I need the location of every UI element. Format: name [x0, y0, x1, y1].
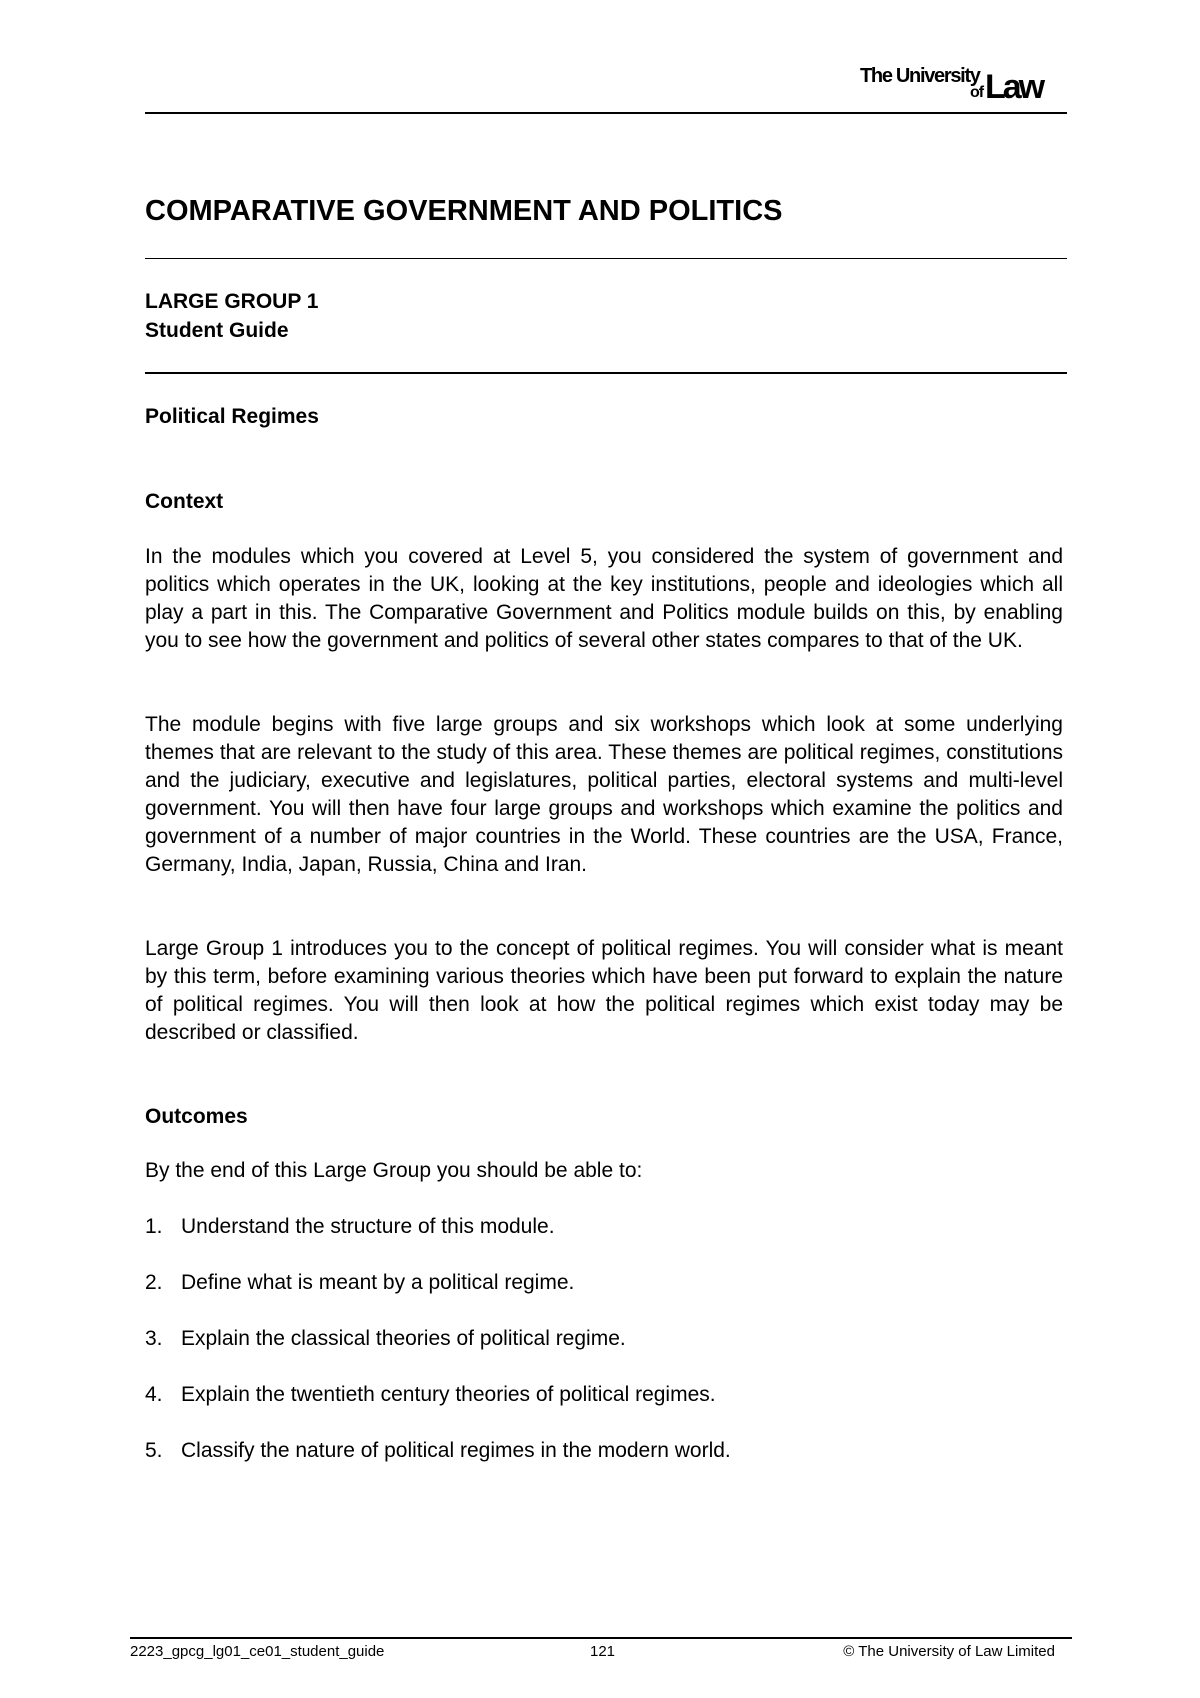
list-item — [145, 1437, 1063, 1465]
section-divider — [145, 372, 1067, 374]
header-divider — [145, 112, 1067, 114]
logo-law: Law — [985, 68, 1043, 106]
list-item-text: Explain the twentieth century theories of political regimes. — [181, 1383, 716, 1406]
outcomes-intro: By the end of this Large Group you should be able to: — [145, 1159, 643, 1182]
list-item-text: Explain the classical theories of political regime. — [181, 1327, 626, 1350]
outcomes-heading: Outcomes — [145, 1105, 248, 1128]
large-group-label: LARGE GROUP 1 — [145, 290, 319, 313]
logo-of: of — [970, 84, 984, 101]
list-item — [145, 1269, 1063, 1297]
list-item-text: Classify the nature of political regimes in the modern world. — [181, 1439, 731, 1462]
student-guide-label: Student Guide — [145, 319, 289, 342]
context-paragraph-2: The module begins with five large groups and six workshops which look at some underlying themes that are relevant to the study of this area. These themes are political regimes, constitutions and the judiciary, executive and legislatures, political parties, electoral systems and multi-level government. You will then have four large groups and workshops which examine the politics and government of a number of major countries in the World. These countries are the USA, France, Germany, India, Japan, Russia, China and Iran. — [145, 713, 1063, 876]
outcomes-list — [145, 1213, 1063, 1493]
list-item-text: Define what is meant by a political regime. — [181, 1271, 575, 1294]
list-item — [145, 1381, 1063, 1409]
footer-copyright: © The University of Law Limited — [843, 1643, 1055, 1660]
context-paragraph-3: Large Group 1 introduces you to the concept of political regimes. You will consider what is meant by this term, before examining various theories which have been put forward to explain the nature of political regimes. You will then look at how the political regimes which exist today may be described or classified. — [145, 937, 1063, 1044]
list-item — [145, 1325, 1063, 1353]
list-item-number: 1. — [145, 1215, 163, 1238]
list-item-number: 3. — [145, 1327, 163, 1350]
title-divider — [145, 258, 1067, 259]
list-item-number: 2. — [145, 1271, 163, 1294]
page-number: 121 — [590, 1643, 616, 1660]
page-title: COMPARATIVE GOVERNMENT AND POLITICS — [145, 195, 783, 227]
context-paragraph-1: In the modules which you covered at Level 5, you considered the system of government and politics which operates in the UK, looking at the key institutions, people and ideologies which all play a part in this. The Comparative Government and Politics module builds on this, by enabling you to see how the government and politics of several other states compares to that of the UK. — [145, 545, 1063, 652]
list-item — [145, 1213, 1063, 1241]
university-logo — [860, 66, 1068, 106]
list-item-text: Understand the structure of this module. — [181, 1215, 555, 1238]
topic-heading: Political Regimes — [145, 405, 319, 428]
list-item-number: 4. — [145, 1383, 163, 1406]
footer-divider — [130, 1637, 1072, 1639]
list-item-number: 5. — [145, 1439, 163, 1462]
footer-filename: 2223_gpcg_lg01_ce01_student_guide — [130, 1643, 385, 1660]
context-heading: Context — [145, 490, 224, 513]
logo-line-1: The University — [860, 65, 980, 87]
